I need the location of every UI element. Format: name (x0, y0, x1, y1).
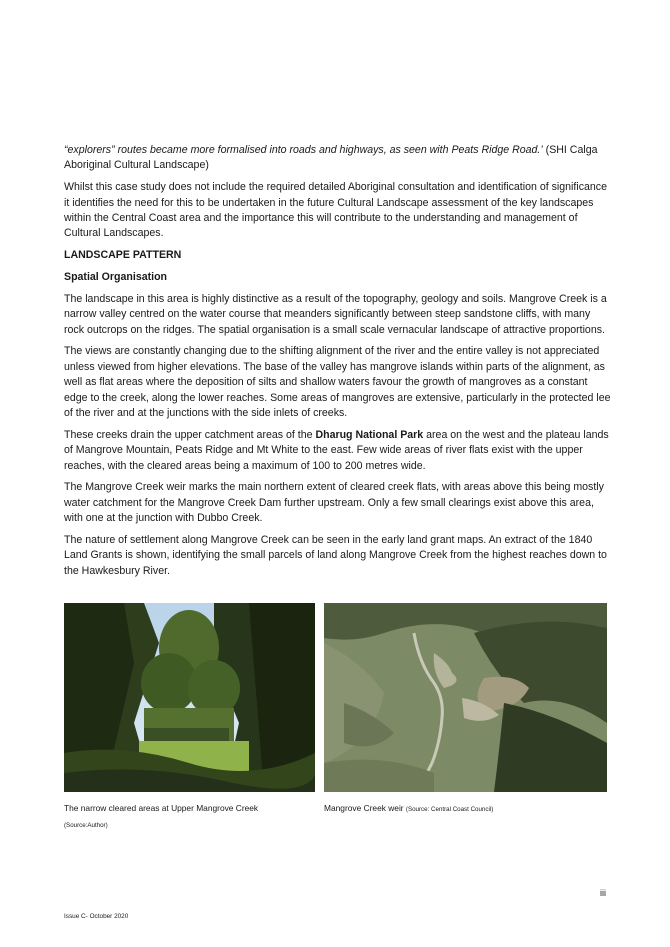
photo-mangrove-creek-weir (324, 603, 607, 792)
photo-upper-mangrove-creek-image (64, 603, 315, 792)
landscape-paragraph: The landscape in this area is highly distinctive as a result of the topography, geology and soils. Mangrove Creek is a narrow valley centred on the water course that meanders significantly between steep sandstone cliffs, with many rock outcrops on the ridges. The spatial organisation is a small scale vernacular landscape of attractive proportions. (64, 292, 607, 336)
footer-issue: Issue C- October 2020 (64, 913, 129, 920)
creeks-text-after: area on the west and the plateau lands of Mangrove Mountain, Peats Ridge and Mt White to the east. Few wide areas of river flats exist with the upper reaches, with the cleared areas being a maximum of 100 to 200 metres wide. (64, 428, 609, 472)
photo-mangrove-creek-weir-image (324, 603, 607, 792)
dharug-national-park: Dharug National Park (315, 428, 424, 441)
caption-upper-mangrove-creek (64, 800, 314, 834)
quote-source: (SHI Calga Aboriginal Cultural Landscape) (64, 144, 598, 172)
photo-upper-mangrove-creek (64, 603, 315, 792)
caption-left-text: The narrow cleared areas at Upper Mangrove Creek (64, 803, 259, 813)
quote-paragraph (64, 143, 611, 174)
heading-landscape-pattern: LANDSCAPE PATTERN (64, 249, 182, 262)
caption-right-source: (Source: Central Coast Council) (405, 806, 494, 813)
case-study-paragraph: Whilst this case study does not include the required detailed Aboriginal consultation and identification of significance it identifies the need for this to be undertaken in the future Cultural Landscape assessment of the key landscapes within the Central Coast area and the importance this will contribute to the understanding and management of Cultural Landscapes. (64, 181, 607, 240)
page-number: iii (600, 888, 606, 898)
caption-left-source: (Source:Author) (64, 822, 108, 829)
quote-text: “explorers” routes became more formalised into roads and highways, as seen with Peats Ridge Road.’ (64, 144, 543, 156)
caption-mangrove-creek-weir (324, 800, 609, 818)
weir-paragraph: The Mangrove Creek weir marks the main northern extent of cleared creek flats, with areas above this being mostly water catchment for the Mangrove Creek Dam further upstream. Only a few small clearings exist above this area, with one at the junction with Dubbo Creek. (64, 481, 604, 525)
creeks-paragraph (64, 428, 611, 474)
settlement-paragraph: The nature of settlement along Mangrove Creek can be seen in the early land grant maps. An extract of the 1840 Land Grants is shown, identifying the small parcels of land along Mangrove Creek from the highest reaches down to the Hawkesbury River. (64, 534, 607, 577)
heading-spatial-organisation: Spatial Organisation (64, 271, 168, 284)
views-paragraph: The views are constantly changing due to the shifting alignment of the river and the entire valley is not appreciated unless viewed from higher elevations. The base of the valley has mangrove islands within parts of the alignment, as well as flat areas where the deposition of silts and shallow waters favour the growth of mangroves as a constant edge to the creek, along the lower reaches. Some areas of mangroves are extensive, particularly in the protected lee of the river and at the junctions with the side inlets of creeks. (64, 345, 611, 420)
body-text (64, 143, 611, 586)
creeks-text-before: These creeks drain the upper catchment areas of the (64, 428, 316, 441)
caption-right-text: Mangrove Creek weir (324, 803, 404, 813)
